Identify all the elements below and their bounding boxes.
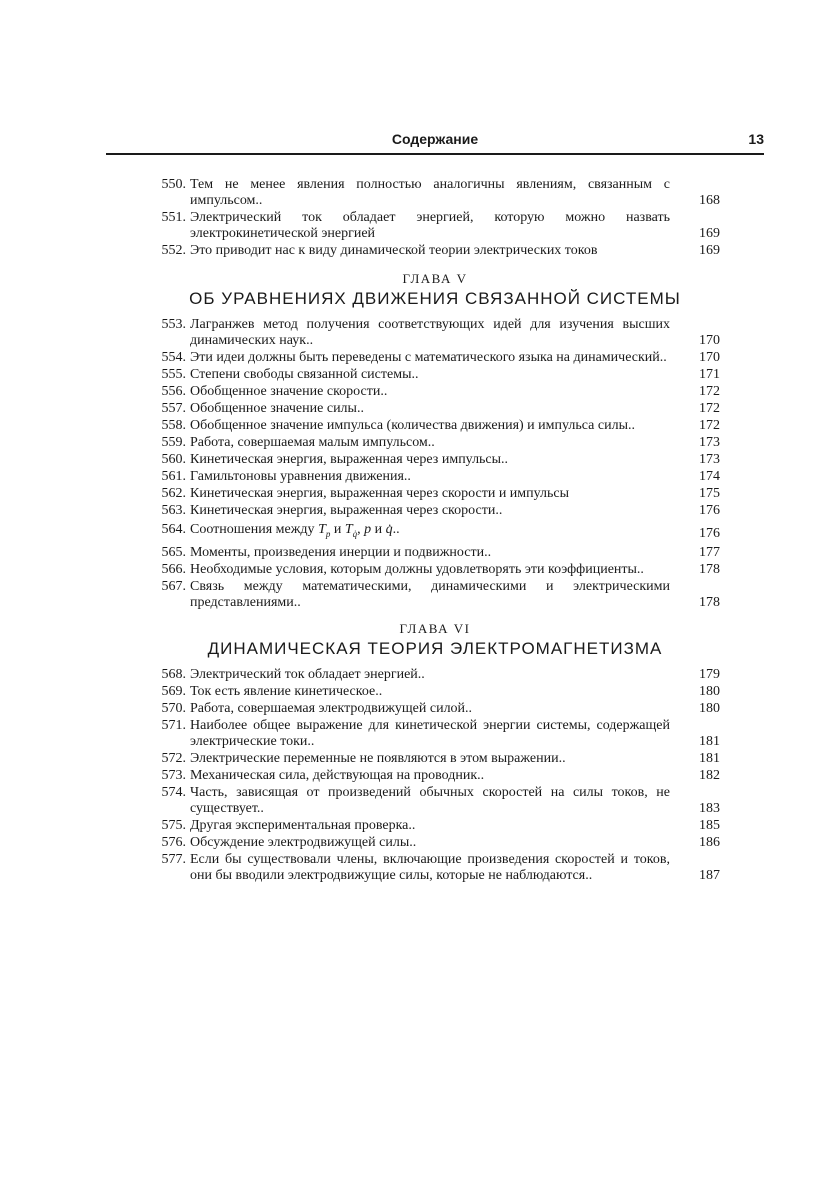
entry-page: 173 <box>699 452 720 467</box>
entry-number: 554. <box>161 350 186 365</box>
toc-entry <box>150 317 720 349</box>
toc-entry <box>150 210 720 242</box>
entry-number: 550. <box>161 177 186 192</box>
entry-page: 181 <box>699 733 720 749</box>
entry-text: Кинетическая энергия, выраженная через скорости и импульсы <box>190 486 570 501</box>
entry-text: Электрический ток обладает энергией.. <box>190 666 425 682</box>
entry-text: Другая экспериментальная проверка.. <box>190 817 416 833</box>
chapter-label: ГЛАВА V <box>402 271 468 286</box>
page-title: Содержание <box>391 131 479 147</box>
toc-entry <box>150 718 720 750</box>
entry-page: 179 <box>699 666 720 682</box>
entry-text: Электрические переменные не появляются в этом выражении.. <box>190 750 566 766</box>
entry-text: Кинетическая энергия, выраженная через скорости.. <box>190 503 503 518</box>
entry-text: Моменты, произведения инерции и подвижности.. <box>190 544 492 560</box>
entry-number: 571. <box>161 717 186 733</box>
entry-number: 575. <box>161 817 186 833</box>
entry-text: Обобщенное значение скорости.. <box>190 384 388 399</box>
entry-number: 572. <box>161 750 186 766</box>
entry-number: 564. <box>161 522 186 537</box>
toc-entry <box>150 785 720 817</box>
entry-page: 169 <box>699 226 720 241</box>
entry-page: 174 <box>699 469 720 484</box>
page-header <box>106 131 764 151</box>
toc-entry <box>150 350 720 366</box>
toc-entry <box>150 435 720 451</box>
toc-entry <box>150 469 720 485</box>
entry-number: 558. <box>161 418 186 433</box>
entry-page: 169 <box>699 243 720 258</box>
toc-entry <box>150 562 720 578</box>
entry-number: 577. <box>161 851 186 867</box>
toc-entry <box>150 384 720 400</box>
entry-page: 180 <box>699 700 720 716</box>
entry-text: Степени свободы связанной системы.. <box>190 367 419 382</box>
toc-entry <box>150 579 720 611</box>
entry-text: Необходимые условия, которым должны удовлетворять эти коэффициенты.. <box>190 561 644 577</box>
entry-text: Ток есть явление кинетическое.. <box>190 683 383 699</box>
entry-text: Это приводит нас к виду динамической теории электрических токов <box>190 243 598 258</box>
entry-number: 570. <box>161 700 186 716</box>
toc-section-top <box>150 177 720 885</box>
entry-text: Работа, совершаемая электродвижущей силой.. <box>190 700 473 716</box>
entry-page: 173 <box>699 435 720 450</box>
entry-number: 553. <box>161 317 186 332</box>
entry-number: 555. <box>161 367 186 382</box>
toc-entry <box>150 751 720 767</box>
entry-text: Эти идеи должны быть переведены с математического языка на динамический.. <box>190 350 667 365</box>
entry-text: Наиболее общее выражение для кинетической энергии системы, содержащей электрические токи.. <box>190 717 670 749</box>
chapter-title: ДИНАМИЧЕСКАЯ ТЕОРИЯ ЭЛЕКТРОМАГНЕТИЗМА <box>207 638 663 658</box>
entry-text: Гамильтоновы уравнения движения.. <box>190 469 411 484</box>
chapter-title: ОБ УРАВНЕНИЯХ ДВИЖЕНИЯ СВЯЗАННОЙ СИСТЕМЫ <box>189 289 681 308</box>
entry-text: Кинетическая энергия, выраженная через импульсы.. <box>190 452 509 467</box>
entry-text: Работа, совершаемая малым импульсом.. <box>190 435 435 450</box>
toc-entry <box>150 818 720 834</box>
toc-entry <box>150 367 720 383</box>
entry-text: Часть, зависящая от произведений обычных скоростей на силы токов, не существует.. <box>190 784 670 816</box>
entry-number: 568. <box>161 666 186 682</box>
entry-text: Механическая сила, действующая на проводник.. <box>190 767 485 783</box>
entry-page: 176 <box>699 525 720 541</box>
entry-page: 178 <box>699 561 720 577</box>
entry-number: 557. <box>161 401 186 416</box>
entry-page: 177 <box>699 544 720 560</box>
entry-text: Обобщенное значение силы.. <box>190 401 364 416</box>
entry-text: Соотношения между $T_p$ и $T_{q̇}$, p и q̇.. <box>190 522 400 539</box>
entry-number: 556. <box>161 384 186 399</box>
entry-page: 172 <box>699 401 720 416</box>
toc-entry <box>150 701 720 717</box>
chapter-label: ГЛАВА VI <box>399 620 471 636</box>
toc-entry-formula <box>150 522 720 542</box>
toc-entry <box>150 243 720 259</box>
entry-text: Обсуждение электродвижущей силы.. <box>190 834 417 850</box>
entry-page: 178 <box>699 594 720 610</box>
toc-entry <box>150 667 720 683</box>
entry-text: Связь между математическими, динамическими и электрическими представлениями.. <box>190 578 670 610</box>
toc-entry <box>150 545 720 561</box>
entry-number: 563. <box>161 503 186 518</box>
entry-number: 565. <box>161 544 186 560</box>
page-number: 13 <box>748 131 764 147</box>
toc-entry <box>150 503 720 519</box>
toc-entry <box>150 452 720 468</box>
toc-entry <box>150 418 720 434</box>
entry-number: 573. <box>161 767 186 783</box>
entry-number: 551. <box>161 210 186 225</box>
entry-page: 186 <box>699 834 720 850</box>
entry-page: 187 <box>699 867 720 883</box>
entry-number: 561. <box>161 469 186 484</box>
entry-number: 559. <box>161 435 186 450</box>
entry-number: 576. <box>161 834 186 850</box>
toc-entry <box>150 684 720 700</box>
toc-entry <box>150 835 720 851</box>
toc-entry <box>150 177 720 209</box>
entry-text: Лагранжев метод получения соответствующих идей для изучения высших динамических наук.. <box>190 317 670 348</box>
entry-page: 180 <box>699 683 720 699</box>
toc-entry <box>150 401 720 417</box>
entry-page: 182 <box>699 767 720 783</box>
entry-number: 562. <box>161 486 186 501</box>
entry-number: 567. <box>161 578 186 594</box>
entry-number: 552. <box>161 243 186 258</box>
header-rule <box>106 153 764 155</box>
entry-number: 574. <box>161 784 186 800</box>
toc-entry <box>150 852 720 884</box>
entry-text: Электрический ток обладает энергией, которую можно назвать электрокинетической энергией <box>190 210 670 241</box>
entry-page: 181 <box>699 750 720 766</box>
entry-number: 560. <box>161 452 186 467</box>
entry-page: 168 <box>699 193 720 208</box>
toc-entry <box>150 768 720 784</box>
toc-entry <box>150 486 720 502</box>
entry-page: 170 <box>699 333 720 348</box>
entry-text: Если бы существовали члены, включающие произведения скоростей и токов, они бы вводили электродвижущие силы, которые не наблюдаются.. <box>190 851 670 883</box>
entry-text: Тем не менее явления полностью аналогичны явлениям, связанным с импульсом.. <box>190 177 670 208</box>
entry-page: 183 <box>699 800 720 816</box>
entry-page: 171 <box>699 367 720 382</box>
entry-page: 172 <box>699 418 720 433</box>
entry-page: 185 <box>699 817 720 833</box>
entry-page: 170 <box>699 350 720 365</box>
entry-number: 566. <box>161 561 186 577</box>
entry-page: 176 <box>699 503 720 518</box>
entry-page: 175 <box>699 486 720 501</box>
entry-number: 569. <box>161 683 186 699</box>
entry-page: 172 <box>699 384 720 399</box>
entry-text: Обобщенное значение импульса (количества движения) и импульса силы.. <box>190 418 635 433</box>
